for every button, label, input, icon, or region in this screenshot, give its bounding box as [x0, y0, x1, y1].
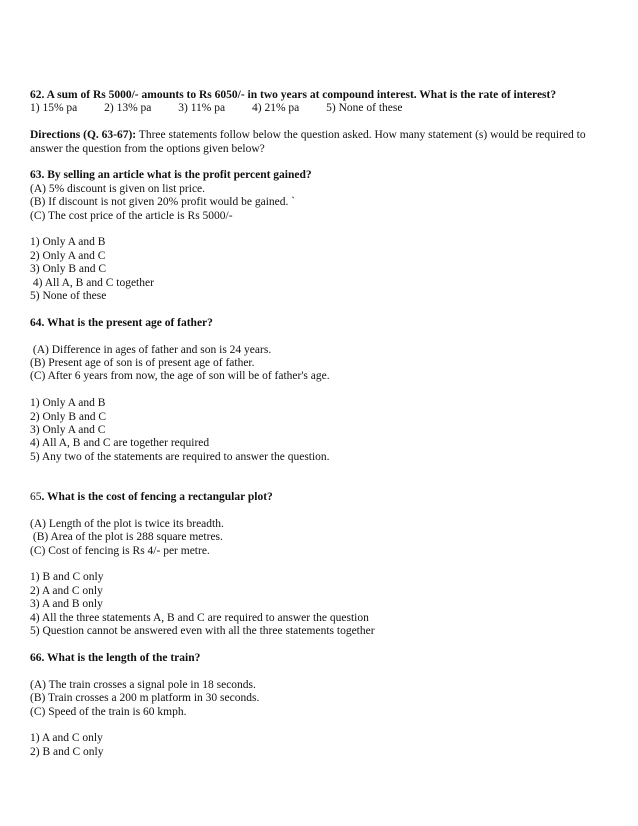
question-63-title: 63. By selling an article what is the profit percent gained?	[30, 169, 312, 182]
statement: (C) After 6 years from now, the age of son will be of father's age.	[30, 370, 330, 383]
statement: (A) 5% discount is given on list price.	[30, 182, 206, 195]
statement: (B) Present age of son is of present age of father.	[30, 357, 255, 370]
directions	[30, 129, 610, 156]
question-64-title: 64. What is the present age of father?	[30, 316, 213, 329]
option: 1) Only A and B	[30, 397, 106, 410]
option: 4) All A, B and C together	[30, 276, 154, 289]
statement: (A) Length of the plot is twice its breadth.	[30, 517, 224, 530]
directions-label: Directions (Q. 63-67):	[30, 129, 137, 142]
option: 1) 15% pa	[30, 102, 78, 115]
option: 5) None of these	[326, 102, 403, 115]
statement: (C) The cost price of the article is Rs 5000/-	[30, 209, 233, 222]
option: 2) A and C only	[30, 584, 103, 597]
option: 4) All the three statements A, B and C are required to answer the question	[30, 611, 369, 624]
question-65-number: 65	[30, 491, 42, 504]
option: 2) Only B and C	[30, 410, 107, 423]
question-65-title	[30, 491, 610, 504]
option: 3) Only B and C	[30, 263, 107, 276]
question-62-text: 62. A sum of Rs 5000/- amounts to Rs 6050/- in two years at compound interest. What is the rate of interest?	[30, 89, 557, 101]
option: 5) Any two of the statements are required to answer the question.	[30, 450, 330, 463]
option: 1) Only A and B	[30, 236, 106, 249]
option: 1) A and C only	[30, 732, 103, 745]
statement: (A) The train crosses a signal pole in 18 seconds.	[30, 678, 256, 691]
option: 2) B and C only	[30, 745, 104, 758]
statement: (C) Speed of the train is 60 kmph.	[30, 705, 187, 718]
question-66-title: 66. What is the length of the train?	[30, 651, 201, 664]
option: 3) A and B only	[30, 598, 103, 611]
option: 2) 13% pa	[104, 102, 152, 115]
option: 2) Only A and C	[30, 249, 106, 262]
statement: (B) Area of the plot is 288 square metres.	[30, 531, 223, 544]
option: 3) Only A and C	[30, 424, 106, 437]
option: 5) Question cannot be answered even with all the three statements together	[30, 625, 375, 638]
option: 4) All A, B and C are together required	[30, 437, 210, 450]
question-62-options	[30, 102, 610, 115]
statement: (B) If discount is not given 20% profit would be gained. `	[30, 196, 296, 209]
document-page	[30, 89, 610, 759]
statement: (C) Cost of fencing is Rs 4/- per metre.	[30, 544, 210, 557]
directions-text: Three statements follow below the question asked. How many statement (s) would be required to answer the question from the options given below?	[30, 129, 586, 155]
statement: (A) Difference in ages of father and son is 24 years.	[30, 343, 272, 356]
option: 5) None of these	[30, 290, 107, 303]
statement: (B) Train crosses a 200 m platform in 30 seconds.	[30, 692, 260, 705]
option: 1) B and C only	[30, 571, 104, 584]
option: 4) 21% pa	[252, 102, 300, 115]
option: 3) 11% pa	[178, 102, 226, 115]
question-65-text: . What is the cost of fencing a rectangular plot?	[41, 491, 273, 504]
